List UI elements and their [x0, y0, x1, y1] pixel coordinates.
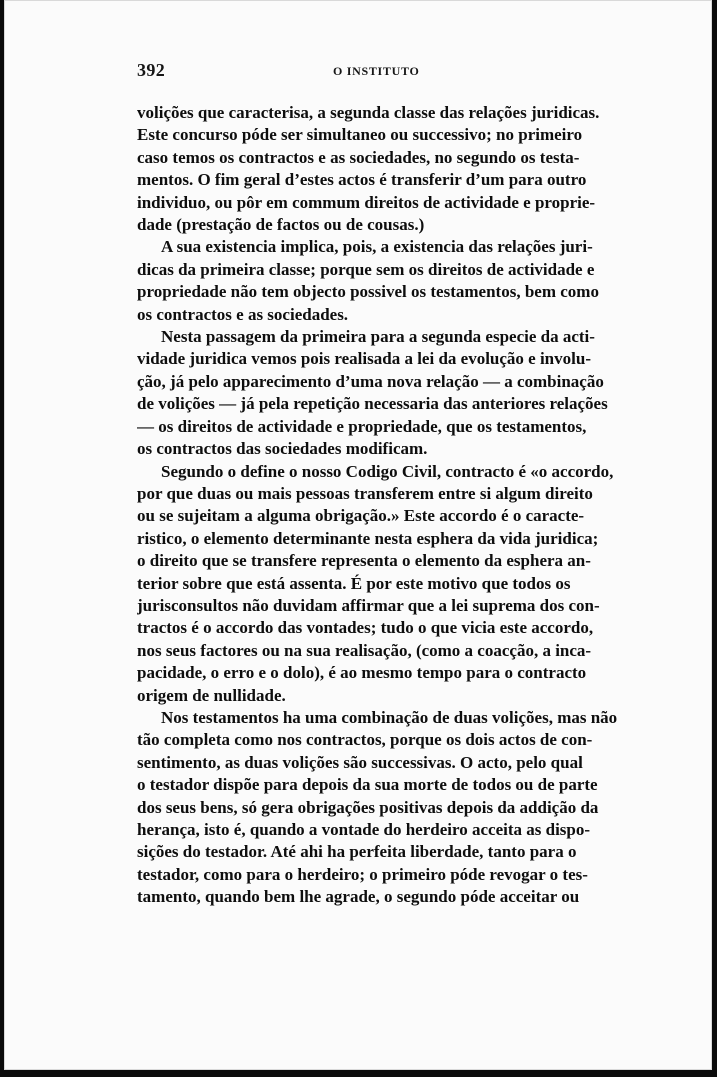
- body-text: [137, 102, 631, 909]
- scanned-book-page: [4, 0, 712, 1070]
- text-line-content: Nesta passagem da primeira para a segunda especie da acti-: [161, 327, 595, 347]
- page-content: [137, 60, 631, 990]
- text-line: o testador dispõe para depois da sua morte de todos ou de parte: [137, 775, 598, 795]
- text-line: dos seus bens, só gera obrigações positivas depois da addição da: [137, 797, 599, 817]
- page-header: [137, 60, 631, 84]
- paragraph-1: [137, 102, 631, 236]
- text-line: os contractos das sociedades modificam.: [137, 439, 428, 459]
- paragraph-4: [137, 461, 631, 707]
- text-line-content: Segundo o define o nosso Codigo Civil, contracto é «o accordo,: [161, 461, 614, 481]
- text-line: Este concurso póde ser simultaneo ou successivo; no primeiro: [137, 125, 583, 145]
- text-line: [137, 326, 631, 348]
- text-line: jurisconsultos não duvidam affirmar que a lei suprema dos con-: [137, 595, 600, 615]
- text-line: de volições — já pela repetição necessaria das anteriores relações: [137, 394, 608, 414]
- text-line: tão completa como nos contractos, porque os dois actos de con-: [137, 730, 593, 750]
- text-line: vidade juridica vemos pois realisada a lei da evolução e involu-: [137, 349, 591, 369]
- text-line: [137, 707, 631, 729]
- text-line: individuo, ou pôr em commum direitos de actividade e proprie-: [137, 192, 596, 212]
- text-line: tractos é o accordo das vontades; tudo o que vicia este accordo,: [137, 618, 594, 638]
- text-line: nos seus factores ou na sua realisação, (como a coacção, a inca-: [137, 640, 592, 660]
- text-line: propriedade não tem objecto possivel os testamentos, bem como: [137, 282, 599, 302]
- text-line: dicas da primeira classe; porque sem os direitos de actividade e: [137, 259, 595, 279]
- text-line: dade (prestação de factos ou de cousas.): [137, 215, 425, 235]
- text-line: terior sobre que está assenta. É por este motivo que todos os: [137, 573, 571, 593]
- text-line: [137, 461, 631, 483]
- text-line: mentos. O fim geral d’estes actos é transferir d’um para outro: [137, 170, 587, 190]
- text-line: sentimento, as duas volições são successivas. O acto, pelo qual: [137, 752, 583, 772]
- running-head: O INSTITUTO: [333, 64, 420, 78]
- text-line: por que duas ou mais pessoas transferem entre si algum direito: [137, 483, 593, 503]
- text-line-content: Nos testamentos ha uma combinação de duas volições, mas não: [161, 707, 618, 727]
- paragraph-5: [137, 707, 631, 909]
- text-line-content: A sua existencia implica, pois, a existencia das relações juri-: [161, 237, 593, 257]
- text-line: testador, como para o herdeiro; o primeiro póde revogar o tes-: [137, 864, 588, 884]
- text-line: o direito que se transfere representa o elemento da esphera an-: [137, 551, 591, 571]
- text-line: ção, já pelo apparecimento d’uma nova relação — a combinação: [137, 371, 604, 391]
- text-line: — os direitos de actividade e propriedade, que os testamentos,: [137, 416, 587, 436]
- text-line: sições do testador. Até ahi ha perfeita liberdade, tanto para o: [137, 842, 577, 862]
- paragraph-3: [137, 326, 631, 460]
- text-line: volições que caracterisa, a segunda classe das relações juridicas.: [137, 103, 600, 122]
- text-line: herança, isto é, quando a vontade do herdeiro acceita as dispo-: [137, 820, 591, 839]
- page-number: 392: [137, 60, 166, 80]
- text-line: os contractos e as sociedades.: [137, 304, 349, 324]
- text-line: pacidade, o erro e o dolo), é ao mesmo tempo para o contracto: [137, 663, 587, 683]
- text-line: tamento, quando bem lhe agrade, o segundo póde acceitar ou: [137, 887, 580, 907]
- text-line: origem de nullidade.: [137, 685, 286, 705]
- text-line: ou se sujeitam a alguma obrigação.» Este accordo é o caracte-: [137, 506, 585, 526]
- text-line: ristico, o elemento determinante nesta esphera da vida juridica;: [137, 528, 599, 548]
- text-line: caso temos os contractos e as sociedades, no segundo os testa-: [137, 147, 580, 167]
- text-line: [137, 236, 631, 258]
- paragraph-2: [137, 236, 631, 326]
